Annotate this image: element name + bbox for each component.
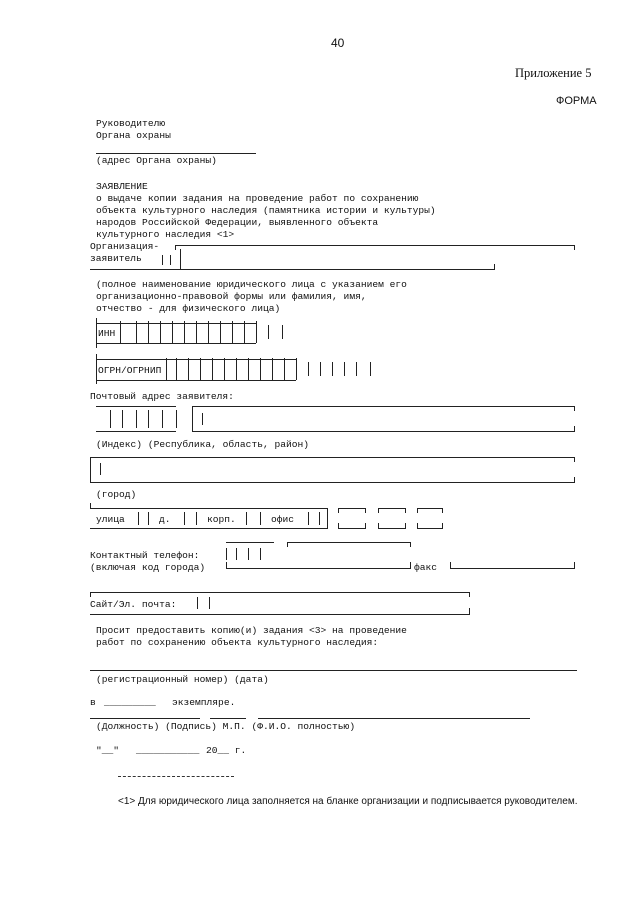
registration-caption: (регистрационный номер) (дата) [96, 674, 269, 685]
office-label: офис [271, 514, 295, 525]
postal-label: Почтовый адрес заявителя: [90, 391, 234, 402]
date-year: 20__ г. [206, 745, 247, 756]
ogrn-cell-divider [236, 358, 237, 380]
statement-title-line2: объекта культурного наследия (памятника истории и культуры) [96, 205, 436, 216]
ogrn-cell-divider [224, 358, 225, 380]
appendix-label: Приложение 5 [515, 66, 592, 80]
statement-title-line1: о выдаче копии задания на проведение работ по сохранению [96, 193, 419, 204]
ogrn-cell-divider [284, 358, 285, 380]
building-label: корп. [207, 514, 236, 525]
inn-cell-divider [244, 321, 245, 343]
applicant-caption-1: (полное наименование юридического лица с указанием его [96, 279, 407, 290]
applicant-caption-3: отчество - для физического лица) [96, 303, 281, 314]
region-field[interactable] [192, 406, 574, 407]
applicant-caption-2: организационно-правовой формы или фамилия, имя, [96, 291, 367, 302]
inn-cell-divider [136, 321, 137, 343]
ogrn-cell-divider [260, 358, 261, 380]
addressee-line1: Руководителю [96, 118, 166, 129]
index-cell-divider [122, 410, 123, 428]
addressee-address-line [96, 153, 256, 154]
addressee-line2: Органа охраны [96, 130, 171, 141]
fax-label: факс [414, 562, 438, 573]
fullname-line[interactable] [258, 718, 530, 719]
inn-cell-divider [196, 321, 197, 343]
request-line2: работ по сохранению объекта культурного наследия: [96, 637, 379, 648]
footnote-separator [118, 776, 234, 777]
ogrn-label: ОГРН/ОГРНИП [98, 365, 162, 376]
ogrn-cell-divider [296, 358, 297, 380]
index-cell-divider [176, 410, 177, 428]
ogrn-cell-divider [176, 358, 177, 380]
index-cell-divider [110, 410, 111, 428]
inn-label: ИНН [98, 328, 116, 339]
date-month[interactable]: ___________ [136, 745, 200, 756]
applicant-label-1: Организация- [90, 241, 160, 252]
fax-field[interactable] [450, 568, 574, 569]
ogrn-cell-divider [212, 358, 213, 380]
position-line[interactable] [90, 718, 200, 719]
statement-title-line4: культурного наследия <1> [96, 229, 235, 240]
inn-cell-divider [208, 321, 209, 343]
index-cell-divider [162, 410, 163, 428]
applicant-field-bottom[interactable] [90, 269, 495, 270]
ogrn-cell-divider [320, 362, 321, 376]
ogrn-cell-divider [248, 358, 249, 380]
street-field[interactable] [138, 512, 139, 525]
ogrn-cell-divider [308, 362, 309, 376]
ogrn-cell-divider [272, 358, 273, 380]
inn-cell-divider [184, 321, 185, 343]
building-field[interactable] [246, 512, 247, 525]
inn-cell-divider [160, 321, 161, 343]
house-label: д. [159, 514, 171, 525]
site-email-field[interactable] [197, 597, 198, 609]
street-label: улица [96, 514, 125, 525]
footnote: <1> Для юридического лица заполняется на бланке организации и подписывается руководителем. [118, 796, 578, 807]
inn-cell-divider [172, 321, 173, 343]
ogrn-cell-divider [200, 358, 201, 380]
page-number: 40 [331, 36, 345, 50]
inn-cell-divider [120, 321, 121, 343]
statement-title-line3: народов Российской Федерации, выявленного объекта [96, 217, 379, 228]
registration-number-field[interactable] [90, 670, 577, 671]
ogrn-cell-divider [188, 358, 189, 380]
ogrn-cell-divider [344, 362, 345, 376]
postal-caption-index: (Индекс) (Республика, область, район) [96, 439, 310, 450]
inn-cell-divider [220, 321, 221, 343]
site-email-label: Сайт/Эл. почта: [90, 599, 177, 610]
applicant-field-top[interactable] [175, 245, 575, 246]
applicant-label-2: заявитель [90, 253, 142, 264]
phone-note: (включая код города) [90, 562, 206, 573]
postal-caption-city: (город) [96, 489, 137, 500]
office-field[interactable] [308, 512, 309, 525]
ogrn-cell-divider [166, 358, 167, 380]
signature-caption: (Должность) (Подпись) М.П. (Ф.И.О. полностью) [96, 721, 356, 732]
index-cell-divider [148, 410, 149, 428]
date-day[interactable]: "__" [96, 745, 120, 756]
statement-heading: ЗАЯВЛЕНИЕ [96, 181, 148, 192]
inn-cell-divider [282, 325, 283, 339]
city-field[interactable] [90, 457, 574, 458]
form-label: ФОРМА [556, 95, 597, 107]
inn-cell-divider [268, 325, 269, 339]
addressee-caption: (адрес Органа охраны) [96, 155, 217, 166]
ogrn-cell-divider [356, 362, 357, 376]
phone-field[interactable] [226, 568, 411, 569]
copies-prefix: в [90, 697, 96, 708]
request-line1: Просит предоставить копию(и) задания <3> на проведение [96, 625, 407, 636]
ogrn-cell-divider [332, 362, 333, 376]
inn-cell-divider [256, 321, 257, 343]
house-field[interactable] [184, 512, 185, 525]
inn-cell-divider [148, 321, 149, 343]
copies-suffix: экземпляре. [172, 697, 236, 708]
ogrn-cell-divider [370, 362, 371, 376]
copies-blank[interactable]: _________ [104, 697, 156, 708]
signature-line[interactable] [210, 718, 246, 719]
phone-label: Контактный телефон: [90, 550, 200, 561]
index-cell-divider [136, 410, 137, 428]
inn-cell-divider [232, 321, 233, 343]
